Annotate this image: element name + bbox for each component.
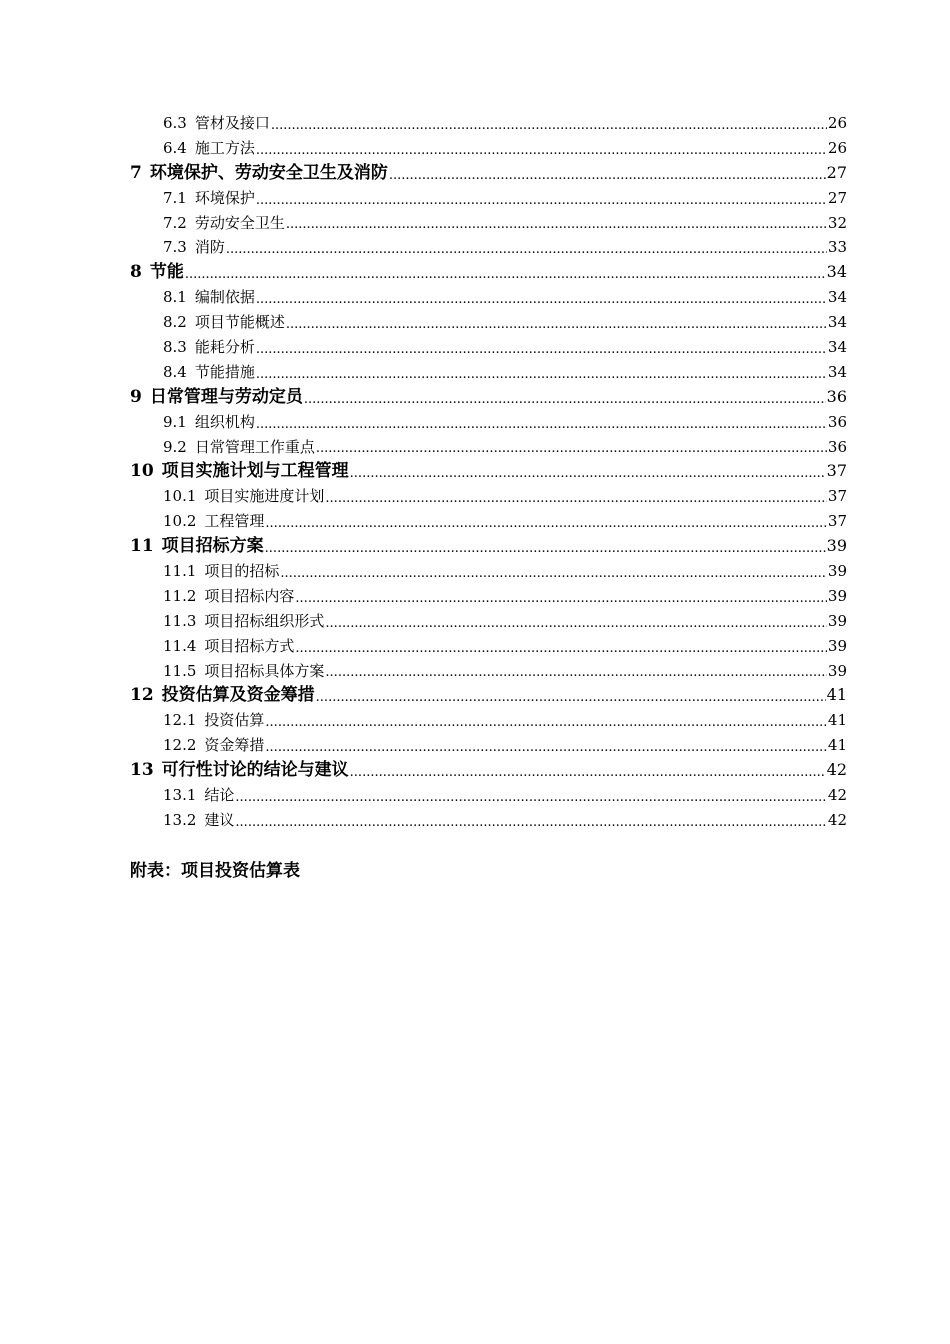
toc-page-number: 41 bbox=[826, 685, 847, 705]
toc-entry-title bbox=[163, 708, 264, 733]
toc-entry-text: 管材及接口 bbox=[194, 113, 270, 132]
toc-chapter-entry[interactable] bbox=[130, 385, 847, 410]
toc-page-number: 41 bbox=[827, 711, 847, 730]
toc-section-entry[interactable] bbox=[130, 659, 847, 684]
toc-entry-title bbox=[130, 758, 349, 783]
toc-page-number: 41 bbox=[827, 736, 847, 755]
toc-entry-text: 投资估算及资金筹措 bbox=[161, 685, 315, 706]
toc-entry-text: 施工方法 bbox=[194, 138, 255, 157]
toc-page-number: 42 bbox=[827, 810, 847, 829]
toc-dot-leader bbox=[286, 215, 827, 235]
toc-section-entry[interactable] bbox=[130, 733, 847, 758]
toc-entry-title bbox=[163, 783, 234, 808]
toc-entry-text: 项目招标内容 bbox=[204, 586, 295, 605]
toc-entry-number: 13.1 bbox=[163, 786, 197, 805]
toc-section-entry[interactable] bbox=[130, 808, 847, 833]
toc-dot-leader bbox=[325, 614, 826, 634]
toc-dot-leader bbox=[316, 439, 827, 459]
toc-chapter-entry[interactable] bbox=[130, 534, 847, 559]
toc-dot-leader bbox=[350, 464, 826, 484]
toc-entry-text: 项目招标方式 bbox=[204, 636, 295, 655]
toc-entry-number: 11.2 bbox=[163, 586, 197, 605]
toc-page-number: 39 bbox=[826, 536, 847, 556]
toc-dot-leader bbox=[304, 390, 826, 410]
toc-dot-leader bbox=[265, 738, 826, 758]
toc-entry-text: 能耗分析 bbox=[194, 338, 255, 356]
toc-page-number: 34 bbox=[827, 338, 847, 356]
toc-entry-number: 13 bbox=[130, 760, 154, 781]
toc-entry-number: 8.3 bbox=[163, 338, 187, 356]
toc-section-entry[interactable] bbox=[130, 186, 847, 211]
toc-entry-number: 12.2 bbox=[163, 736, 197, 755]
toc-entry-text: 项目的招标 bbox=[204, 562, 280, 581]
toc-entry-text: 项目招标方案 bbox=[161, 536, 264, 557]
toc-dot-leader bbox=[280, 564, 826, 584]
toc-dot-leader bbox=[325, 663, 826, 683]
appendix-heading: 附表：项目投资估算表 bbox=[130, 861, 300, 881]
toc-page-number: 42 bbox=[826, 760, 847, 780]
toc-entry-title bbox=[163, 235, 225, 260]
toc-entry-number: 8.2 bbox=[163, 313, 187, 332]
toc-entry-title bbox=[163, 659, 324, 684]
toc-dot-leader bbox=[235, 813, 826, 833]
toc-page-number: 39 bbox=[827, 562, 847, 581]
toc-entry-number: 11.3 bbox=[163, 611, 197, 630]
toc-dot-leader bbox=[185, 265, 826, 285]
toc-entry-number: 6.4 bbox=[163, 138, 187, 157]
toc-entry-number: 9 bbox=[130, 386, 142, 407]
toc-entry-text: 项目招标具体方案 bbox=[204, 661, 325, 680]
toc-page-number: 39 bbox=[827, 636, 847, 655]
toc-dot-leader bbox=[316, 688, 826, 708]
toc-entry-number: 8.1 bbox=[163, 288, 187, 307]
toc-entry-title bbox=[163, 111, 270, 136]
toc-chapter-entry[interactable] bbox=[130, 161, 847, 186]
toc-entry-text: 项目节能概述 bbox=[194, 313, 285, 332]
table-of-contents bbox=[130, 111, 847, 833]
toc-entry-title bbox=[130, 683, 315, 708]
toc-section-entry[interactable] bbox=[130, 235, 847, 260]
toc-chapter-entry[interactable] bbox=[130, 683, 847, 708]
toc-entry-title bbox=[163, 335, 255, 360]
toc-entry-text: 编制依据 bbox=[194, 288, 255, 307]
toc-entry-text: 节能措施 bbox=[194, 362, 255, 381]
toc-entry-title bbox=[163, 808, 234, 833]
toc-dot-leader bbox=[295, 589, 826, 609]
toc-section-entry[interactable] bbox=[130, 484, 847, 509]
toc-entry-title bbox=[163, 584, 294, 609]
toc-dot-leader bbox=[271, 116, 827, 136]
toc-entry-title bbox=[163, 733, 264, 758]
toc-page-number: 39 bbox=[827, 611, 847, 630]
toc-entry-number: 6.3 bbox=[163, 113, 187, 132]
toc-chapter-entry[interactable] bbox=[130, 459, 847, 484]
toc-dot-leader bbox=[286, 315, 827, 335]
toc-entry-text: 建议 bbox=[204, 810, 235, 829]
toc-section-entry[interactable] bbox=[130, 285, 847, 310]
toc-page-number: 27 bbox=[826, 162, 847, 182]
toc-entry-title bbox=[163, 559, 279, 584]
toc-entry-text: 项目实施计划与工程管理 bbox=[161, 461, 349, 482]
toc-page-number: 26 bbox=[827, 113, 847, 132]
toc-page-number: 34 bbox=[827, 313, 847, 332]
toc-page-number: 26 bbox=[827, 138, 847, 157]
toc-entry-title bbox=[163, 410, 255, 435]
toc-entry-text: 资金筹措 bbox=[204, 736, 265, 755]
toc-entry-text: 节能 bbox=[149, 262, 184, 283]
toc-dot-leader bbox=[325, 489, 826, 509]
toc-entry-number: 8.4 bbox=[163, 362, 187, 381]
toc-entry-number: 9.1 bbox=[163, 412, 187, 431]
toc-dot-leader bbox=[235, 788, 826, 808]
toc-entry-number: 11.5 bbox=[163, 661, 197, 680]
toc-dot-leader bbox=[389, 166, 826, 186]
toc-entry-text: 劳动安全卫生 bbox=[194, 213, 285, 232]
toc-page-number: 37 bbox=[826, 461, 847, 481]
toc-chapter-entry[interactable] bbox=[130, 260, 847, 285]
toc-page-number: 32 bbox=[827, 213, 847, 232]
toc-dot-leader bbox=[256, 290, 827, 310]
toc-section-entry[interactable] bbox=[130, 559, 847, 584]
toc-entry-title bbox=[163, 435, 315, 460]
toc-page-number: 27 bbox=[827, 188, 847, 207]
toc-section-entry[interactable] bbox=[130, 435, 847, 460]
toc-entry-title bbox=[163, 609, 324, 634]
toc-dot-leader bbox=[226, 240, 827, 260]
toc-entry-text: 组织机构 bbox=[194, 412, 255, 431]
toc-entry-number: 9.2 bbox=[163, 437, 187, 456]
toc-section-entry[interactable] bbox=[130, 783, 847, 808]
toc-dot-leader bbox=[256, 340, 827, 360]
toc-entry-number: 12.1 bbox=[163, 711, 197, 730]
toc-section-entry[interactable] bbox=[130, 708, 847, 733]
toc-dot-leader bbox=[256, 415, 827, 435]
toc-entry-text: 投资估算 bbox=[204, 711, 265, 730]
toc-dot-leader bbox=[256, 365, 827, 385]
toc-entry-title bbox=[163, 186, 255, 211]
toc-entry-number: 7.1 bbox=[163, 188, 187, 207]
toc-entry-text: 工程管理 bbox=[204, 512, 265, 531]
toc-section-entry[interactable] bbox=[130, 111, 847, 136]
toc-section-entry[interactable] bbox=[130, 335, 847, 360]
toc-page-number: 42 bbox=[827, 786, 847, 805]
toc-section-entry[interactable] bbox=[130, 310, 847, 335]
toc-page-number: 36 bbox=[827, 412, 847, 431]
toc-entry-text: 日常管理与劳动定员 bbox=[149, 386, 303, 407]
toc-entry-title bbox=[163, 211, 285, 236]
toc-page-number: 37 bbox=[827, 487, 847, 506]
toc-dot-leader bbox=[350, 763, 826, 783]
toc-page-number: 34 bbox=[827, 362, 847, 381]
toc-page-number: 37 bbox=[827, 512, 847, 531]
toc-entry-title bbox=[130, 161, 388, 186]
toc-section-entry[interactable] bbox=[130, 584, 847, 609]
toc-entry-title bbox=[163, 484, 324, 509]
toc-page-number: 33 bbox=[827, 238, 847, 257]
toc-entry-title bbox=[130, 459, 349, 484]
toc-dot-leader bbox=[256, 191, 827, 211]
toc-entry-text: 项目招标组织形式 bbox=[204, 611, 325, 630]
toc-page-number: 39 bbox=[827, 586, 847, 605]
toc-entry-title bbox=[130, 385, 303, 410]
toc-entry-title bbox=[130, 260, 184, 285]
toc-entry-title bbox=[163, 509, 264, 534]
toc-entry-number: 11.1 bbox=[163, 562, 197, 581]
toc-entry-title bbox=[130, 534, 264, 559]
toc-section-entry[interactable] bbox=[130, 360, 847, 385]
toc-page-number: 34 bbox=[827, 288, 847, 307]
toc-entry-text: 环境保护 bbox=[194, 188, 255, 207]
toc-entry-text: 结论 bbox=[204, 786, 235, 805]
toc-section-entry[interactable] bbox=[130, 410, 847, 435]
toc-section-entry[interactable] bbox=[130, 634, 847, 659]
toc-entry-number: 13.2 bbox=[163, 810, 197, 829]
toc-entry-text: 消防 bbox=[194, 238, 225, 257]
toc-entry-number: 10 bbox=[130, 461, 154, 482]
toc-section-entry[interactable] bbox=[130, 509, 847, 534]
toc-entry-number: 8 bbox=[130, 262, 142, 283]
toc-section-entry[interactable] bbox=[130, 211, 847, 236]
toc-page-number: 36 bbox=[827, 437, 847, 456]
toc-dot-leader bbox=[265, 713, 826, 733]
toc-entry-number: 7 bbox=[130, 162, 142, 183]
toc-entry-text: 可行性讨论的结论与建议 bbox=[161, 760, 349, 781]
toc-entry-title bbox=[163, 136, 255, 161]
toc-entry-number: 10.1 bbox=[163, 487, 197, 506]
toc-entry-title bbox=[163, 360, 255, 385]
toc-entry-number: 11.4 bbox=[163, 636, 197, 655]
toc-entry-number: 7.2 bbox=[163, 213, 187, 232]
toc-entry-number: 7.3 bbox=[163, 238, 187, 257]
toc-entry-text: 环境保护、劳动安全卫生及消防 bbox=[149, 162, 388, 183]
toc-section-entry[interactable] bbox=[130, 136, 847, 161]
toc-page-number: 34 bbox=[826, 262, 847, 282]
toc-page-number: 39 bbox=[827, 661, 847, 680]
toc-entry-title bbox=[163, 310, 285, 335]
toc-dot-leader bbox=[256, 141, 827, 161]
toc-entry-title bbox=[163, 285, 255, 310]
toc-dot-leader bbox=[265, 514, 826, 534]
toc-entry-number: 12 bbox=[130, 685, 154, 706]
toc-entry-text: 项目实施进度计划 bbox=[204, 487, 325, 506]
toc-section-entry[interactable] bbox=[130, 609, 847, 634]
toc-entry-title bbox=[163, 634, 294, 659]
toc-entry-number: 10.2 bbox=[163, 512, 197, 531]
toc-dot-leader bbox=[295, 639, 826, 659]
toc-dot-leader bbox=[265, 539, 826, 559]
toc-entry-text: 日常管理工作重点 bbox=[194, 437, 315, 456]
toc-chapter-entry[interactable] bbox=[130, 758, 847, 783]
toc-entry-number: 11 bbox=[130, 536, 154, 557]
toc-page-number: 36 bbox=[826, 386, 847, 406]
